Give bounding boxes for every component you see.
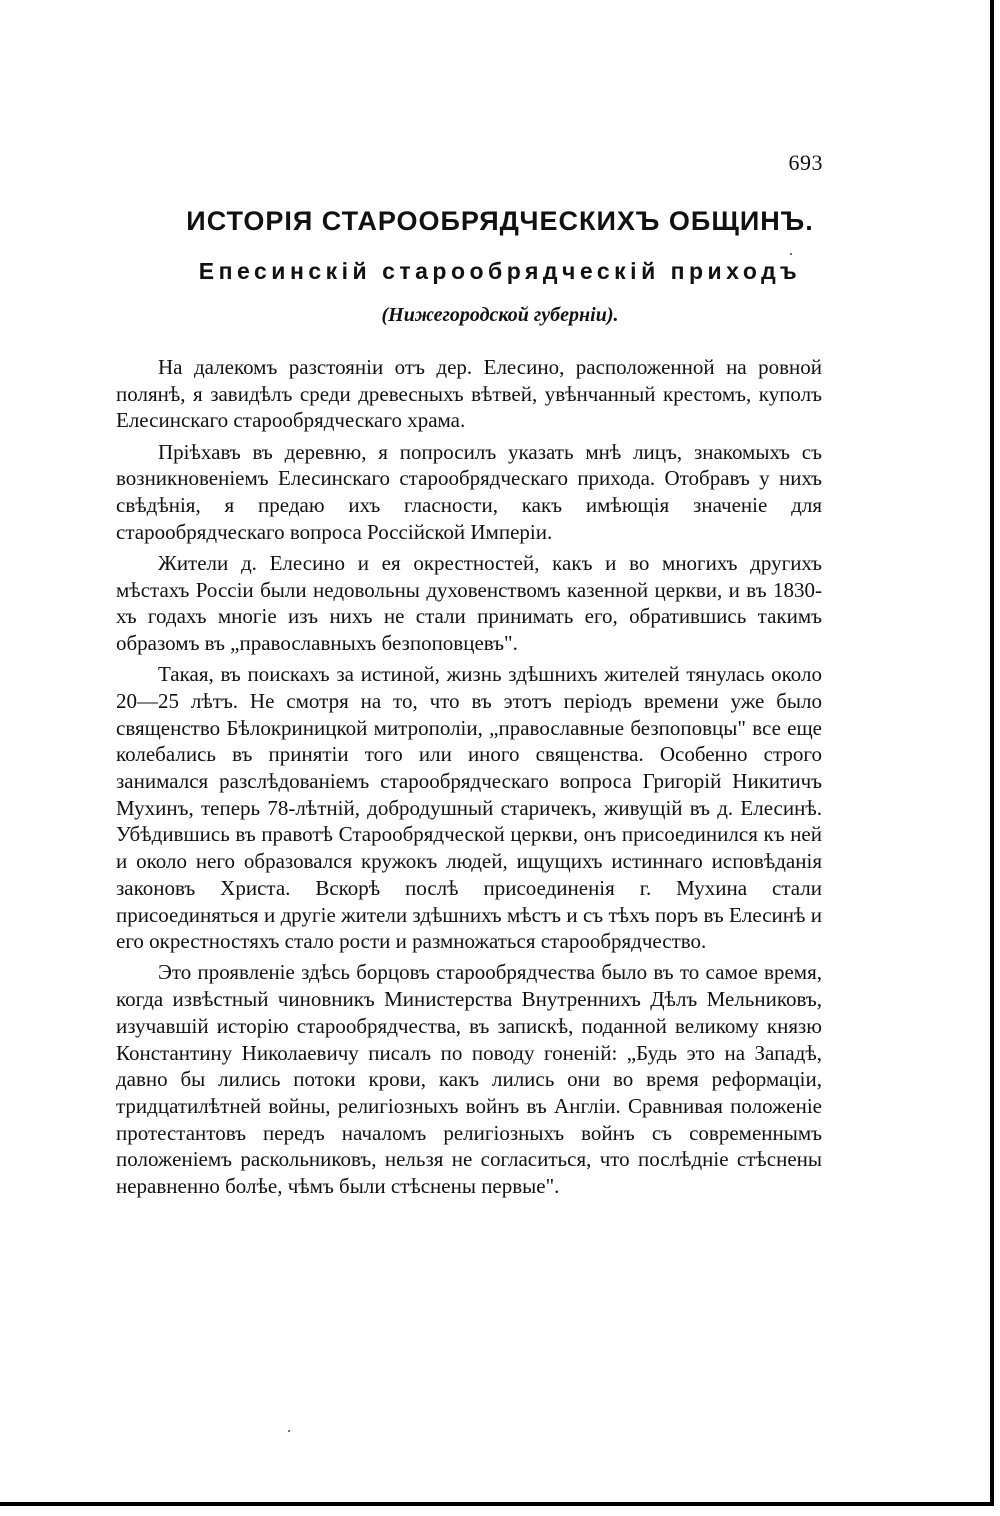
paragraph: Жители д. Елесино и ея окрестностей, какъ и во многихъ другихъ мѣстахъ Россіи были недовольны духовенствомъ казенной церкви, и въ 1830-хъ годахъ многіе изъ нихъ не стали принимать его, обратившись такимъ образомъ въ „православныхъ безпоповцевъ".: [116, 550, 822, 656]
paragraph: Это проявленіе здѣсь борцовъ старообрядчества было въ то самое время, когда извѣстный чиновникъ Министерства Внутреннихъ Дѣлъ Мельниковъ, изучавшій исторію старообрядчества, въ запискѣ, поданной великому князю Константину Николаевичу писалъ по поводу гоненій: „Будь это на Западѣ, давно бы лились потоки крови, какъ лились они во время реформаціи, тридцатилѣтней войны, религіозныхъ войнъ въ Англіи. Сравнивая положеніе протестантовъ передъ началомъ религіозныхъ войнъ съ современнымъ положеніемъ раскольниковъ, нельзя не согласиться, что послѣдніе стѣснены неравненно болѣе, чѣмъ были стѣснены первые".: [116, 960, 822, 1199]
print-speck: [288, 1430, 290, 1432]
print-speck: [790, 253, 792, 255]
paragraph: На далекомъ разстояніи отъ дер. Елесино, расположенной на ровной полянѣ, я завидѣлъ среди древесныхъ вѣтвей, увѣнчанный крестомъ, куполъ Елесинскаго старообрядческаго храма.: [116, 355, 822, 433]
page-number: 693: [788, 150, 823, 175]
region-note: (Нижегородской губерніи).: [381, 304, 619, 326]
section-title: ИСТОРІЯ СТАРООБРЯДЧЕСКИХЪ ОБЩИНЪ.: [186, 206, 814, 236]
paragraph: Пріѣхавъ въ деревню, я попросилъ указать мнѣ лицъ, знакомыхъ съ возникновеніемъ Елесинскаго старообрядческаго прихода. Отобравъ у нихъ свѣдѣнія, я предаю ихъ гласности, какъ имѣющія значеніе для старообрядческаго вопроса Россійской Имперіи.: [116, 439, 822, 544]
paragraph: Такая, въ поискахъ за истиной, жизнь здѣшнихъ жителей тянулась около 20—25 лѣтъ. Не смотря на то, что въ этотъ періодъ времени уже было священство Бѣлокриницкой митрополіи, „православные безпоповцы" все еще колебались въ принятіи того или иного священства. Особенно строго занимался разслѣдованіемъ старообрядческаго вопроса Григорій Никитичъ Мухинъ, теперь 78-лѣтній, добродушный старичекъ, живущій въ д. Елесинѣ. Убѣдившись въ правотѣ Старообрядческой церкви, онъ присоединился къ ней и около него образовался кружокъ людей, ищущихъ истиннаго исповѣданія законовъ Христа. Вскорѣ послѣ присоединенія г. Мухина стали присоединяться и другіе жители здѣшнихъ мѣстъ и съ тѣхъ поръ въ Елесинѣ и его окрестностяхъ стало рости и размножаться старообрядчество.: [116, 662, 822, 954]
article-subtitle: Епесинскій старообрядческій приходъ: [198, 258, 802, 284]
article-body: [116, 354, 822, 1204]
